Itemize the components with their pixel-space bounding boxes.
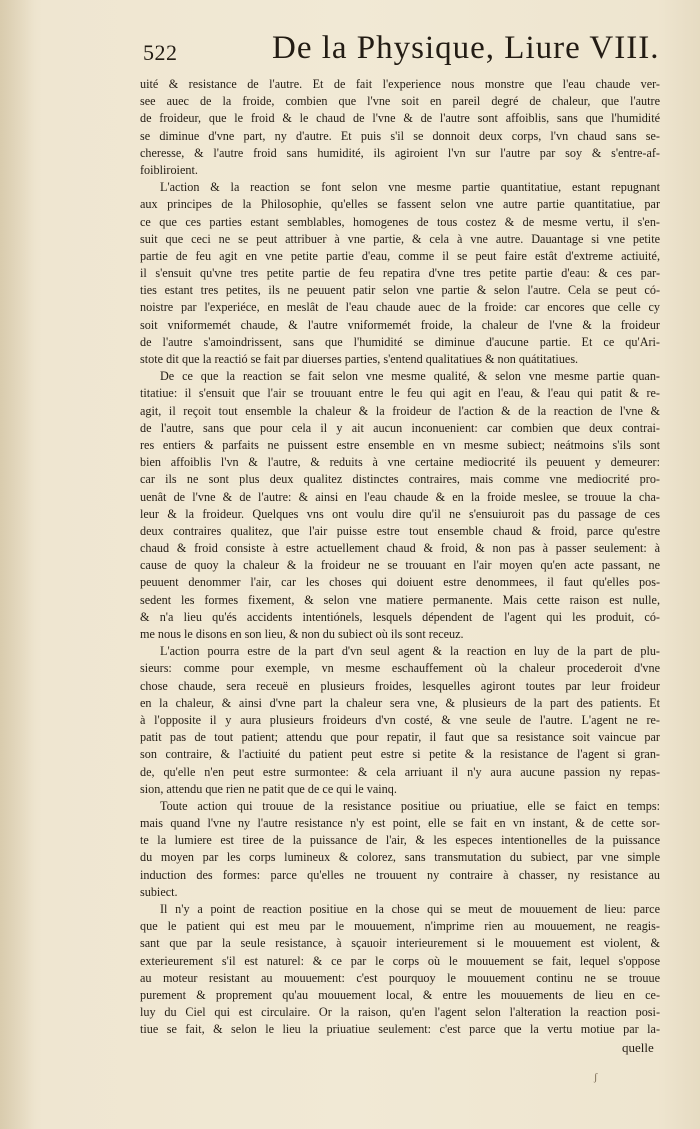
text-line: chaud & froid consiste à estre actuellement chaud & froid, & non pas à passer seulement: à	[140, 541, 660, 556]
text-line: ties estant tres petites, ils ne peuuent patir selon vne partie & selon l'autre. Cela se peut có-	[140, 283, 660, 298]
text-line: leur & la froideur. Quelques vns ont voulu dire qu'il ne s'ensuiuroit pas du passage de ces	[140, 506, 660, 521]
text-line: exterieurement s'il est naturel: & ce par le corps où le mouuement se fait, lequel s'oppose	[140, 953, 660, 968]
text-line: Il n'y a point de reaction positiue en la chose qui se meut de mouuement de lieu: parce	[160, 902, 660, 916]
text-line: te la lumiere est tiree de la puissance de l'air, & les especes intentionelles de la puissance	[140, 833, 660, 848]
text-line: de, qu'elle n'en peut estre surmontee: & cela arriuant il n'y aura aucune passion ny repas-	[140, 764, 660, 779]
margin-mark: ʃ	[594, 1072, 598, 1083]
gutter-shadow	[0, 0, 34, 1129]
text-line: de froideur, que le froid & le chaud de l'vne & de l'autre sont affoiblis, sans que l'humidité	[140, 111, 660, 126]
text-line: cheresse, & l'autre froid sans humidité, ils agiroient l'vn sur l'autre par soy & s'entre-af-	[140, 145, 660, 160]
text-line: purement & proprement qu'au mouuement local, & entre les mouuements de lieu en ce-	[140, 987, 660, 1002]
text-line: partie de feu agit en vne petite partie d'eau, comme il se peut faire estât d'extreme actiuité,	[140, 248, 660, 263]
text-line: L'action & la reaction se font selon vne mesme partie quantitatiue, estant repugnant	[160, 180, 660, 195]
text-line: subiect.	[140, 884, 178, 899]
text-line: sieurs: comme pour exemple, vn mesme eschauffement où la chaleur procederoit d'vne	[140, 661, 660, 676]
text-line: du moyen par les corps lumineux & colorez, sans transmutation du subiect, par vne simple	[140, 850, 660, 865]
text-line: mais quand l'vne ny l'autre resistance n'y est point, elle se fait en vn instant, & de cette sor-	[140, 816, 660, 831]
text-line: & n'a lieu qu'és accidents intentiónels, lesquels dépendent de l'agent qui les produit, có-	[140, 609, 660, 624]
text-line: au moteur resistant au mouuement: c'est pourquoy le mouuement continu ne se trouue	[140, 970, 660, 985]
text-line: bien affoiblis l'vn & l'autre, & reduits à vne certaine mediocrité ils peuuent y demeurer:	[140, 455, 660, 470]
body-text	[140, 76, 660, 1039]
text-line: tiue se fait, & selon le lieu la priuatiue seulement: c'est parce que la vertu motiue par la-	[140, 1022, 660, 1037]
text-line: peuuent denommer l'air, car les choses qui doiuent estre denommees, il faut qu'elles pos-	[140, 575, 660, 590]
text-line: deux contraires qualitez, que l'air puisse estre tout ensemble chaud & froid, parce qu'estre	[140, 523, 660, 538]
text-line: il s'ensuit qu'vne tres petite partie de feu repatira d'vne tres petite partie d'eau: & ces par-	[140, 266, 660, 281]
text-line: aux principes de la Philosophie, qu'elles se fassent selon vne autre partie quantitatiue, par	[140, 197, 660, 212]
running-title: De la Physique, Liure VIII.	[272, 30, 660, 66]
text-line: Toute action qui trouue de la resistance positiue ou priuatiue, elle se faict en temps:	[160, 798, 660, 813]
text-line: L'action pourra estre de la part d'vn seul agent & la reaction en luy de la part de plu-	[160, 644, 660, 659]
text-line: sion, attendu que rien ne patit que de ce qui le vainq.	[140, 781, 397, 796]
text-line: luy du Ciel qui est circulaire. Or la raison, qu'en l'agent selon l'alteration la reaction posi-	[140, 1005, 660, 1020]
text-line: sedent les formes fixement, & selon vne matiere permanente. Mais cette raison est nulle,	[140, 592, 660, 607]
text-line: me nous le disons en son lieu, & non du subiect où ils sont receuz.	[140, 627, 464, 641]
text-line: uité & resistance de l'autre. Et de fait l'experience nous monstre que l'eau chaude ver-	[140, 77, 660, 91]
text-line: see auec de la froide, combien que l'vne soit en pareil degré de chaleur, que l'autre	[140, 94, 660, 109]
text-line: titatiue: il s'ensuit que l'air se trouuant entre le feu qui agit en l'eau, & l'eau qui patit & re-	[140, 386, 660, 401]
text-line: res entiers & parfaits ne puissent estre ensemble en vn mesme subiect; neátmoins s'ils sont	[140, 437, 660, 452]
text-line: de l'autre s'amoindrissent, sans que l'humidité se diminue d'aucune partie. Et ce qu'Ari-	[140, 334, 660, 349]
text-line: De ce que la reaction se fait selon vne mesme qualité, & selon vne mesme partie quan-	[160, 369, 660, 384]
text-line: que le patient qui est meu par le mouuement, n'imprime rien au mouuement, ne reagis-	[140, 919, 660, 934]
text-line: son contraire, & l'actiuité du patient peut estre si petite & la resistance de l'agent si gran-	[140, 747, 660, 762]
text-line: se diminue d'vne part, ny d'autre. Et puis s'il se donnoit deux corps, l'vn chaud sans se-	[140, 128, 660, 143]
page-number: 522	[143, 40, 178, 65]
text-line: induction des formes: parce qu'elles ne trouuent ny contraire à chasser, ny resistance au	[140, 867, 660, 882]
text-line: foibliroient.	[140, 162, 198, 177]
text-line: patit pas de tout patient; attendu que pour repatir, il faut que sa resistance soit vaincue par	[140, 730, 660, 745]
text-line: noistre par l'experiéce, en meslât de l'eau chaude auec de la froide: car encores que celle cy	[140, 300, 660, 315]
text-line: stote dit que la reactió se fait par diuerses parties, s'entend qualitatiues & non quátitatiues.	[140, 352, 579, 366]
text-line: en la chaleur, & ainsi d'vne part la chaleur sera vne, & plusieurs de la part des patients. Et	[140, 695, 660, 710]
text-line: car ils ne sont plus deux qualitez distinctes contraires, mais comme vne mediocrité pro-	[140, 472, 660, 487]
text-line: soit vniformemét chaude, & l'autre vniformemét froide, la chaleur de l'vne & la froideur	[140, 317, 660, 332]
text-line: agit, il reçoit tout ensemble la chaleur & la froideur de l'action & de la reaction de l'vne &	[140, 403, 660, 418]
text-line: chose chaude, sera receuë en plusieurs froides, lesquelles agiront toutes par leur froideur	[140, 678, 660, 693]
text-line: uenât de l'vne & de l'autre: & ainsi en l'eau chaude & en la froide meslee, se trouue la cha-	[140, 489, 660, 504]
catchword: quelle	[622, 1040, 654, 1055]
text-line: à l'opposite il y aura plusieurs froideurs d'vn costé, & vne seule de l'autre. L'agent ne re-	[140, 712, 660, 727]
text-line: cause de quoy la chaleur & la froideur ne se trouuant en l'air moyen qu'en acte passant, ne	[140, 558, 660, 573]
running-head	[0, 30, 700, 70]
text-line: de l'autre, sans que pour cela il y ait aucun inconuenient: car combien que deux contrai-	[140, 420, 660, 435]
text-line: sant que par la seule resistance, à sçauoir interieurement si le mouuement est violent, &	[140, 936, 660, 951]
text-line: ce que ces parties estant semblables, homogenes de tous costez & de mesme vertu, il s'en-	[140, 214, 660, 229]
text-line: suit que ceci ne se peut attribuer à vne partie, & cela à vne autre. Dauantage si vne petite	[140, 231, 660, 246]
